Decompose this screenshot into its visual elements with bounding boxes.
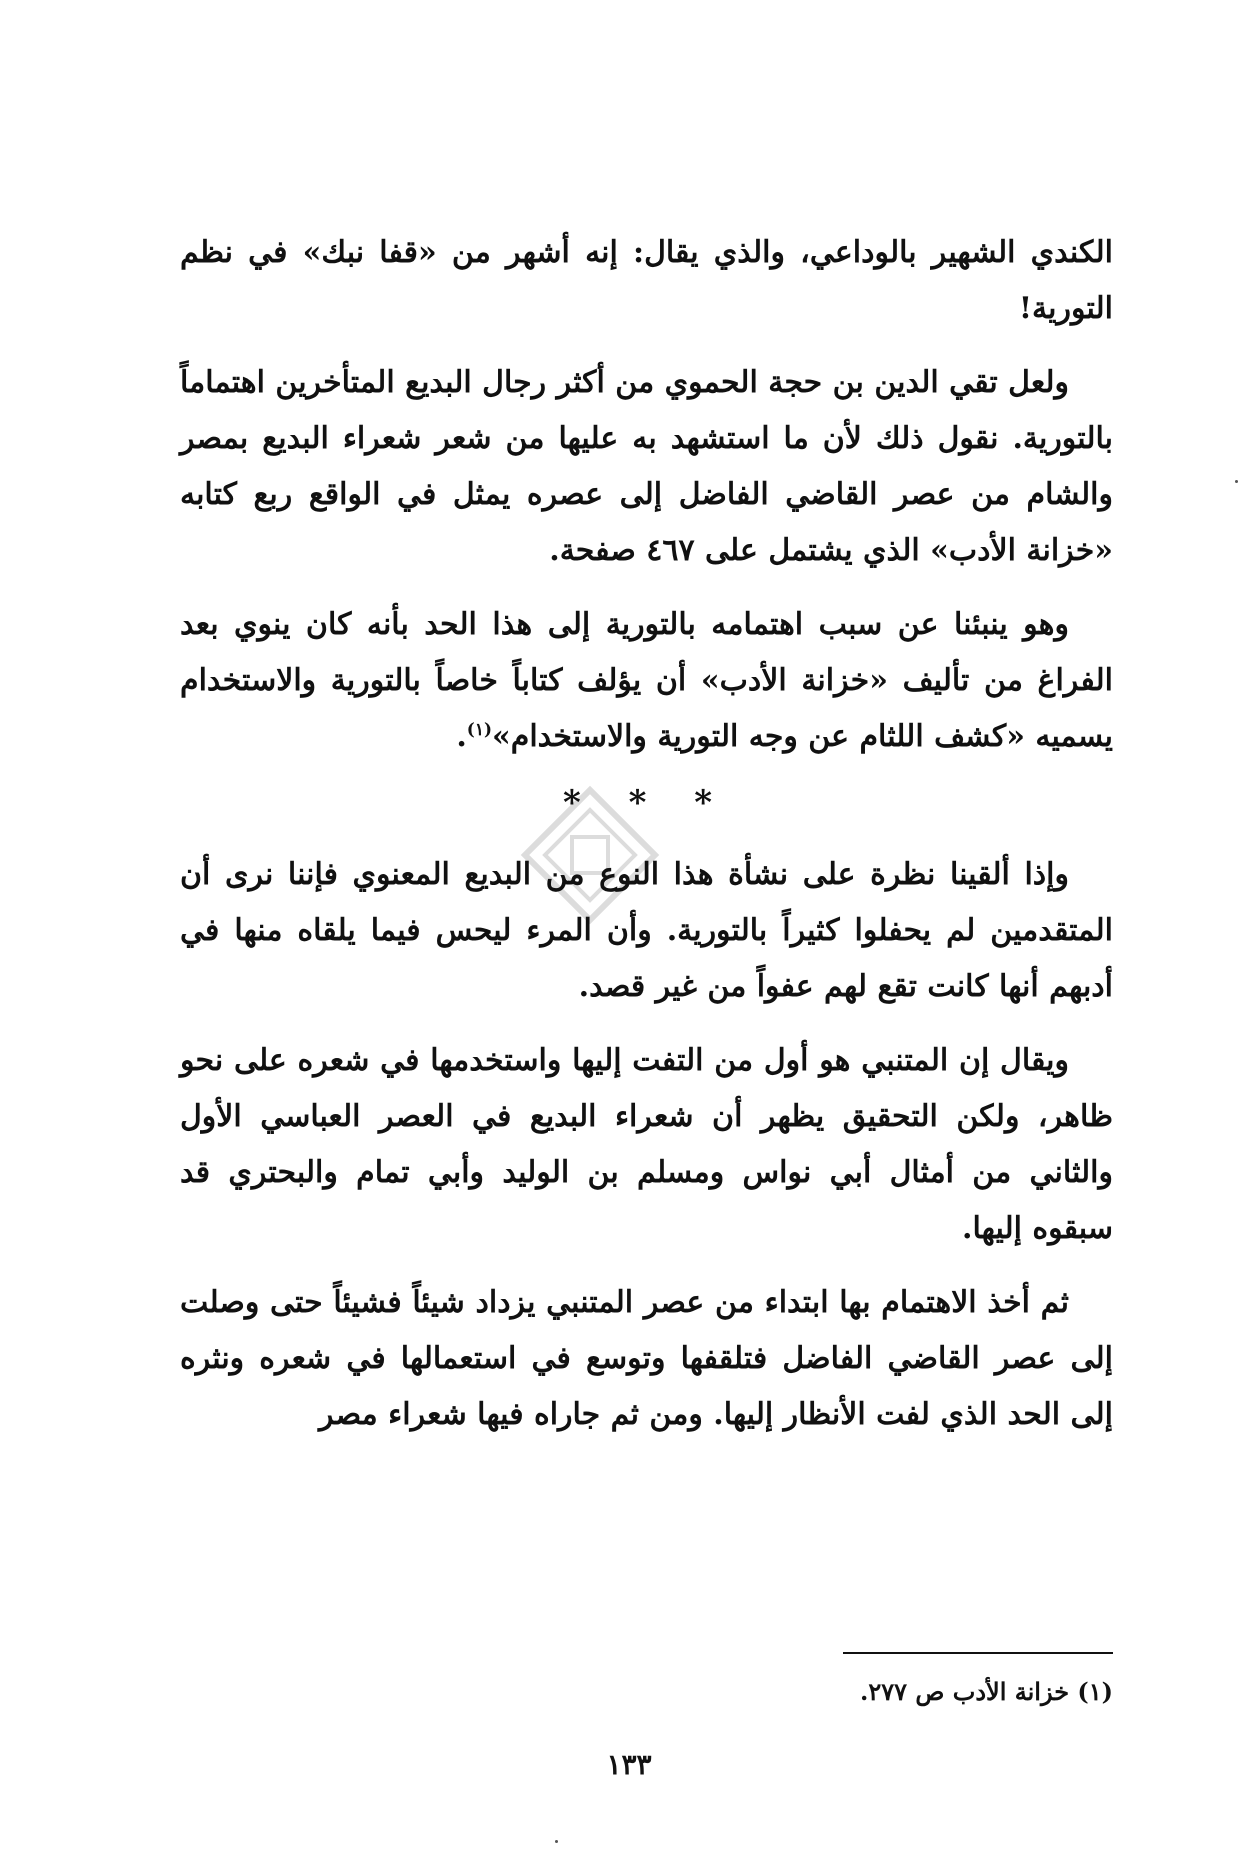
- paragraph-4: وإذا ألقينا نظرة على نشأة هذا النوع من البديع المعنوي فإننا نرى أن المتقدمين لم يحفلوا كثيراً بالتورية. وأن المرء ليحس فيما يلقاه منها في أدبهم أنها كانت تقع لهم عفواً من غير قصد.: [180, 857, 1113, 1004]
- section-separator: * * *: [562, 783, 730, 823]
- footnote-marker: (١): [466, 720, 493, 740]
- scan-speck: [1235, 480, 1238, 483]
- paragraph-2: ولعل تقي الدين بن حجة الحموي من أكثر رجال البديع المتأخرين اهتماماً بالتورية. نقول ذلك لأن ما استشهد به عليها من شعر شعراء البديع بمصر والشام من عصر القاضي الفاضل إلى عصره يمثل في الواقع ربع كتابه «خزانة الأدب» الذي يشتمل على ٤٦٧ صفحة.: [180, 365, 1113, 568]
- footnote-divider: [843, 1652, 1113, 1654]
- paragraph-1: الكندي الشهير بالوداعي، والذي يقال: إنه أشهر من «قفا نبك» في نظم التورية!: [180, 235, 1113, 326]
- page-number: ١٣٣: [606, 1748, 652, 1781]
- main-text: [180, 225, 1113, 1461]
- paragraph-3-end: .: [456, 719, 467, 754]
- scan-speck: [555, 1840, 558, 1843]
- footnote: (١) خزانة الأدب ص ٢٧٧.: [859, 1677, 1113, 1706]
- paragraph-6: ثم أخذ الاهتمام بها ابتداء من عصر المتنبي يزداد شيئاً فشيئاً حتى وصلت إلى عصر القاضي الفاضل فتلقفها وتوسع في استعمالها في شعره ونثره إلى الحد الذي لفت الأنظار إليها. ومن ثم جاراه فيها شعراء مصر: [180, 1285, 1113, 1432]
- paragraph-5: ويقال إن المتنبي هو أول من التفت إليها واستخدمها في شعره على نحو ظاهر، ولكن التحقيق يظهر أن شعراء البديع في العصر العباسي الأول والثاني من أمثال أبي نواس ومسلم بن الوليد وأبي تمام والبحتري قد سبقوه إليها.: [180, 1043, 1113, 1246]
- paragraph-3: [180, 597, 1113, 765]
- paragraph-3-text: وهو ينبئنا عن سبب اهتمامه بالتورية إلى هذا الحد بأنه كان ينوي بعد الفراغ من تأليف «خزانة الأدب» أن يؤلف كتاباً خاصاً بالتورية والاستخدام يسميه «كشف اللثام عن وجه التورية والاستخدام»: [180, 607, 1113, 754]
